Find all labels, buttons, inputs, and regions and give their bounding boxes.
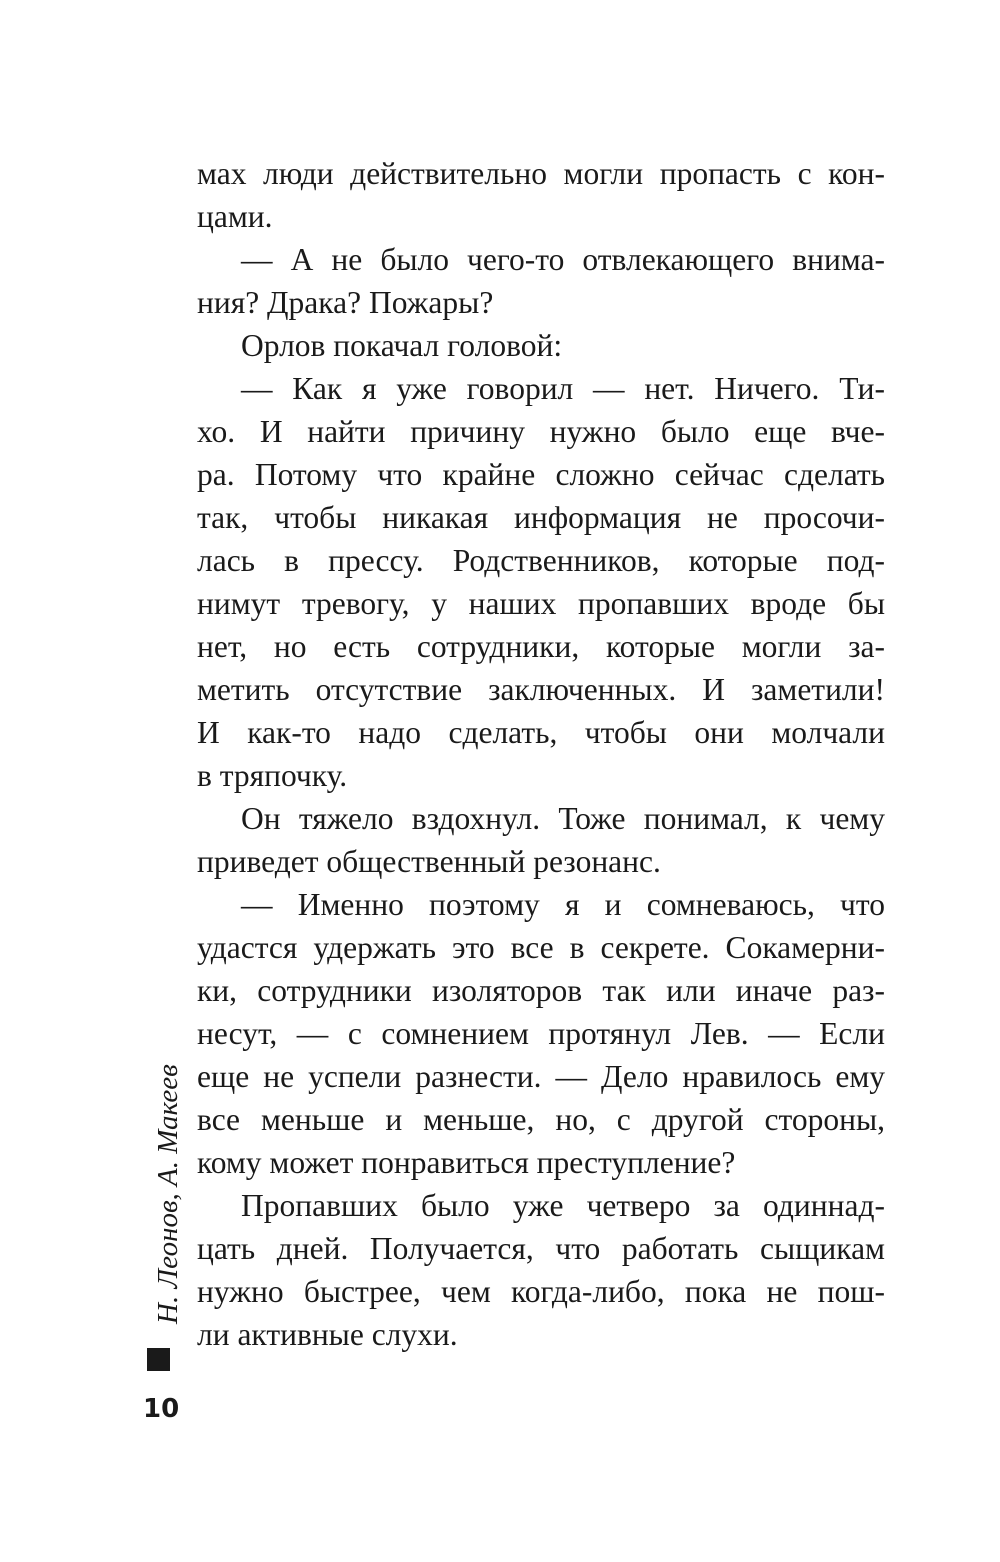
- text-line: нужно быстрее, чем когда-либо, пока не пош-: [197, 1274, 885, 1309]
- text-line: так, чтобы никакая информация не просочи-: [197, 500, 885, 535]
- text-line: несут, — с сомнением протянул Лев. — Если: [197, 1016, 885, 1051]
- text-line: кому может понравиться преступление?: [197, 1145, 736, 1180]
- text-line: приведет общественный резонанс.: [197, 844, 661, 879]
- text-line: ки, сотрудники изоляторов так или иначе раз-: [197, 973, 885, 1008]
- body-text: [197, 152, 885, 1356]
- text-line: — Именно поэтому я и сомневаюсь, что: [241, 887, 885, 922]
- text-line: мах люди действительно могли пропасть с кон-: [197, 156, 885, 191]
- text-line: лась в прессу. Родственников, которые под-: [197, 543, 885, 578]
- text-line: в тряпочку.: [197, 758, 348, 793]
- text-line: хо. И найти причину нужно было еще вче-: [197, 414, 885, 449]
- text-line: — А не было чего-то отвлекающего внима-: [241, 242, 885, 277]
- text-line: удастся удержать это все в секрете. Сокамерни-: [197, 930, 885, 965]
- running-head: [142, 1062, 182, 1332]
- page-marker-square: [147, 1348, 170, 1371]
- text-line: нимут тревогу, у наших пропавших вроде бы: [197, 586, 885, 621]
- text-line: ния? Драка? Пожары?: [197, 285, 494, 320]
- text-line: Он тяжело вздохнул. Тоже понимал, к чему: [241, 801, 885, 836]
- text-line: цать дней. Получается, что работать сыщикам: [197, 1231, 885, 1266]
- text-line: нет, но есть сотрудники, которые могли за-: [197, 629, 885, 664]
- text-line: еще не успели разнести. — Дело нравилось ему: [197, 1059, 885, 1094]
- text-line: все меньше и меньше, но, с другой стороны,: [197, 1102, 885, 1137]
- text-line: ра. Потому что крайне сложно сейчас сделать: [197, 457, 885, 492]
- text-line: метить отсутствие заключенных. И заметили!: [197, 672, 885, 707]
- text-line: — Как я уже говорил — нет. Ничего. Ти-: [241, 371, 885, 406]
- text-line: цами.: [197, 199, 273, 234]
- text-line: ли активные слухи.: [197, 1317, 458, 1352]
- running-head-authors: Н. Леонов, А. Макеев: [152, 1064, 184, 1324]
- page-number: 10: [143, 1394, 180, 1424]
- text-line: И как-то надо сделать, чтобы они молчали: [197, 715, 885, 750]
- text-line: Орлов покачал головой:: [241, 328, 563, 363]
- text-line: Пропавших было уже четверо за одиннад-: [241, 1188, 885, 1223]
